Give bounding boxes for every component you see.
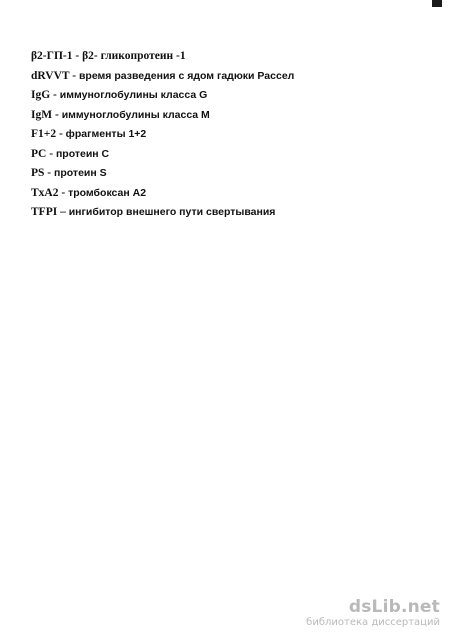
abbreviation-list xyxy=(31,45,411,221)
abbreviation-definition: протеин C xyxy=(55,147,110,160)
abbreviation-separator: - xyxy=(44,167,55,179)
abbreviation-definition: тромбоксан A2 xyxy=(68,186,147,199)
abbreviation-term: F1+2 xyxy=(31,128,57,140)
abbreviation-term: IgM xyxy=(31,108,53,121)
scan-corner-mark xyxy=(432,0,442,7)
abbreviation-term: dRVVT xyxy=(31,69,70,82)
abbreviation-item xyxy=(31,182,411,202)
abbreviation-term: PS xyxy=(31,167,45,179)
abbreviation-term: IgG xyxy=(31,89,51,101)
abbreviation-definition: время разведения с ядом гадюки Рассел xyxy=(78,69,295,82)
abbreviation-term: TxA2 xyxy=(31,186,59,199)
abbreviation-term: β2-ГП-1 xyxy=(31,50,73,62)
abbreviation-definition: ингибитор внешнего пути свертывания xyxy=(68,206,276,218)
abbreviation-separator: – xyxy=(57,206,69,218)
abbreviation-separator: - xyxy=(46,147,56,160)
abbreviation-definition: протеин S xyxy=(54,167,107,179)
watermark-logo: dsLib.net xyxy=(348,597,440,617)
site-watermark xyxy=(306,599,440,629)
abbreviation-separator: - xyxy=(52,108,62,121)
abbreviation-item xyxy=(31,84,411,104)
abbreviation-item xyxy=(31,143,411,163)
abbreviation-item xyxy=(31,123,411,143)
abbreviation-item xyxy=(31,104,411,124)
abbreviation-definition: фрагменты 1+2 xyxy=(65,128,147,140)
abbreviation-separator: - xyxy=(56,128,66,140)
abbreviation-term: TFPI xyxy=(31,206,58,218)
watermark-subtitle: библиотека диссертаций xyxy=(306,617,440,628)
abbreviation-definition: β2- гликопротеин -1 xyxy=(82,50,186,62)
abbreviation-separator: - xyxy=(69,69,79,82)
abbreviation-separator: - xyxy=(72,50,83,62)
abbreviation-definition: иммуноглобулины класса M xyxy=(61,108,210,121)
abbreviation-definition: иммуноглобулины класса G xyxy=(59,89,208,101)
abbreviation-item xyxy=(31,65,411,85)
abbreviation-item xyxy=(31,45,411,65)
abbreviation-item xyxy=(31,162,411,182)
abbreviation-separator: - xyxy=(58,186,69,199)
abbreviation-term: PC xyxy=(31,147,47,160)
abbreviation-separator: - xyxy=(50,89,60,101)
abbreviation-item xyxy=(31,201,411,221)
